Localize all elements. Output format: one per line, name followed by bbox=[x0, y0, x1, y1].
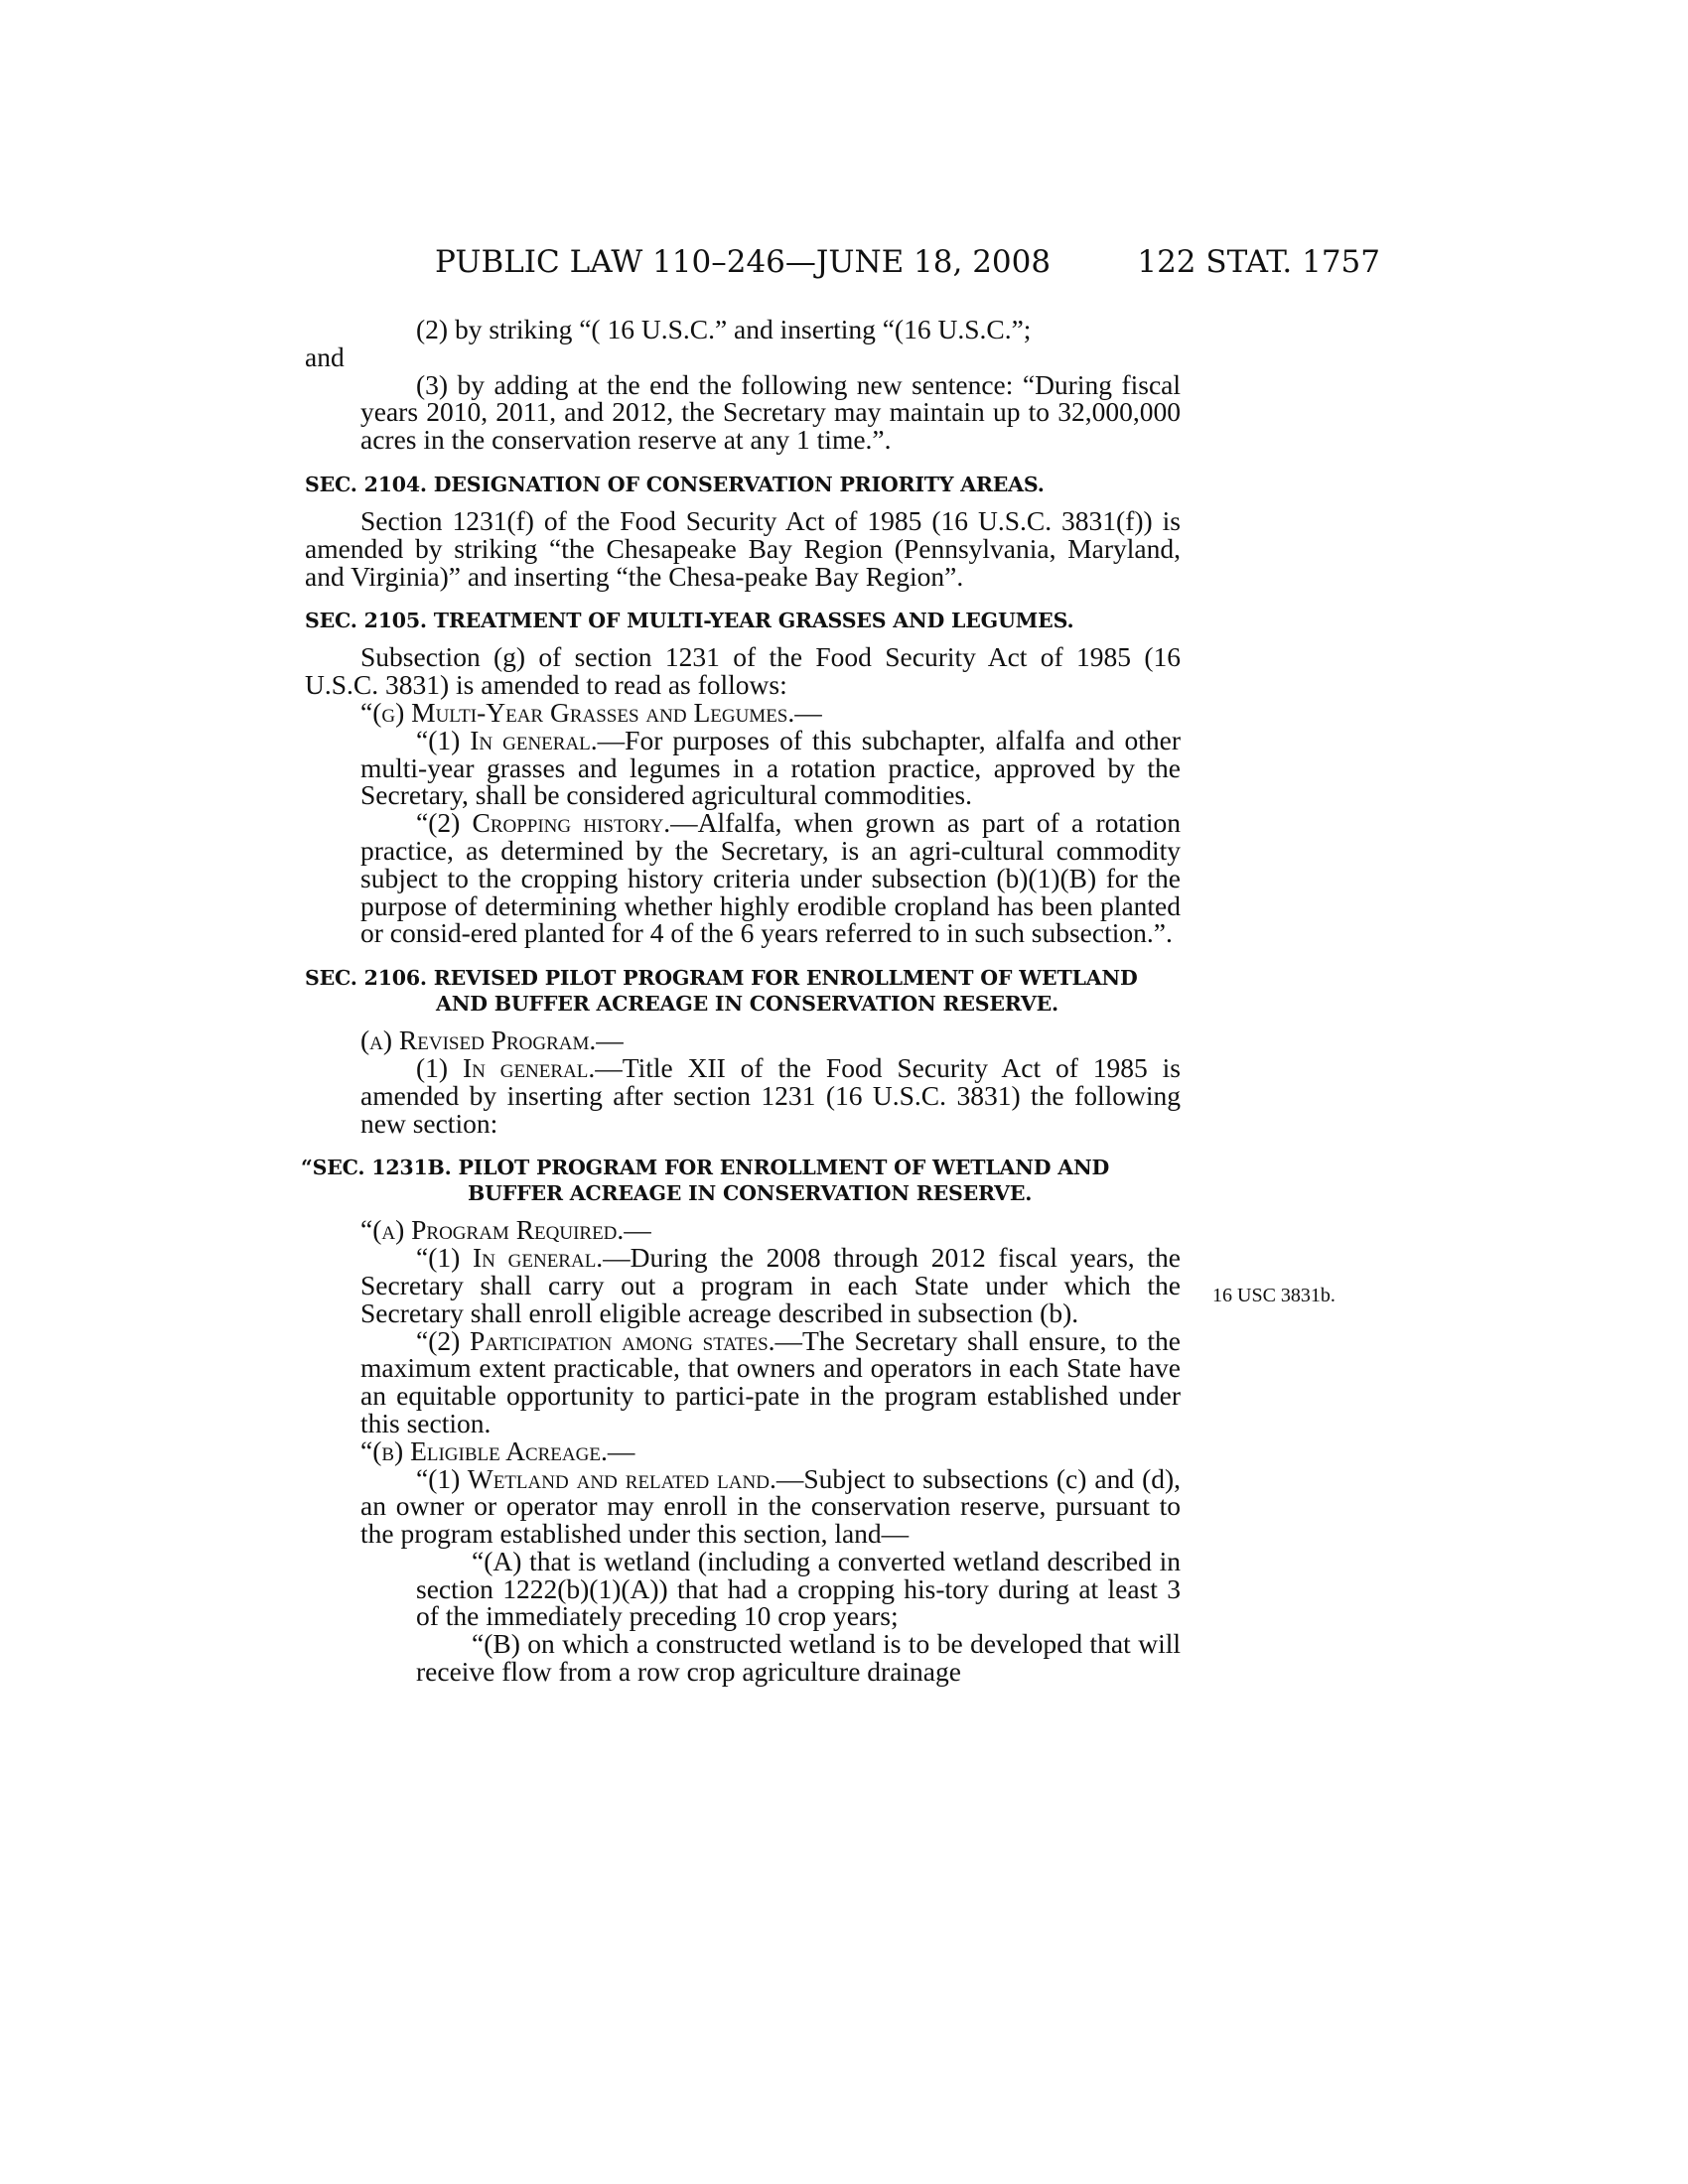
eligible-acreage-1-A: “(A) that is wetland (including a converted wetland described in section 1222(b)(1)(A)) that had a cropping his-tory during at least 3 of the immediately preceding 10 crop years; bbox=[416, 1545, 1181, 1632]
subsection-a-1 bbox=[305, 1051, 1181, 1139]
section-2104-text: Section 1231(f) of the Food Security Act of 1985 (16 U.S.C. 3831(f)) is amended by striking “the Chesapeake Bay Region (Pennsylvania, Maryland, and Virginia)” and inserting “the Chesa-peake Bay Region”. bbox=[305, 504, 1181, 592]
eligible-acreage-1 bbox=[305, 1462, 1182, 1550]
eligible-acreage-heading: “(b) Eligible Acreage.— bbox=[360, 1434, 635, 1466]
subsection-g-1 bbox=[305, 724, 1181, 811]
subsection-a-1-text: —Title XII of the Food Security Act of 1985 is amended by inserting after section 1231 (16 U.S.C. 3831) the following new section: bbox=[360, 1051, 1181, 1139]
section-2106-heading: SEC. 2106. REVISED PILOT PROGRAM FOR ENROLLMENT OF WETLAND AND BUFFER ACREAGE IN CONSERVATION RESERVE. bbox=[305, 966, 1138, 1017]
eligible-acreage-1-B: “(B) on which a constructed wetland is to be developed that will receive flow from a row crop agriculture drainage bbox=[416, 1628, 1181, 1688]
program-required-1-heading: “(1) In general. bbox=[416, 1242, 604, 1274]
subsection-g-2-text: —Alfalfa, when grown as part of a rotation practice, as determined by the Secretary, is an agri-cultural commodity subject to the cropping history criteria under subsection (b)(1)(B) for the purpose of determining whether highly erodible cropland has been planted or consid-ered planted for 4 of the 6 years referred to in such subsection.”. bbox=[360, 807, 1181, 949]
paragraph-2: (2) by striking “( 16 U.S.C.” and inserting “(16 U.S.C.”; bbox=[416, 314, 1032, 344]
subsection-g-1-text: —For purposes of this subchapter, alfalfa and other multi-year grasses and legumes in a rotation practice, approved by the Secretary, shall be considered agricultural commodities. bbox=[360, 724, 1181, 811]
eligible-acreage-1-heading: “(1) Wetland and related land. bbox=[416, 1462, 776, 1494]
subsection-a-1-heading: (1) In general. bbox=[416, 1051, 596, 1083]
page-number: 122 STAT. 1757 bbox=[1137, 244, 1380, 280]
paragraph-3: (3) by adding at the end the following new sentence: “During fiscal years 2010, 2011, and 2012, the Secretary may maintain up to 32,000,000 acres in the conservation reserve at any 1 time.”. bbox=[360, 368, 1181, 456]
margin-citation: 16 USC 3831b. bbox=[1212, 1285, 1336, 1306]
subsection-a-heading: (a) Revised Program.— bbox=[360, 1024, 624, 1056]
program-required-2-text: —The Secretary shall ensure, to the maximum extent practicable, that owners and operators in each State have an equitable opportunity to partici-pate in the program established under this section. bbox=[360, 1324, 1181, 1438]
section-1231b-heading: “SEC. 1231B. PILOT PROGRAM FOR ENROLLMENT OF WETLAND AND BUFFER ACREAGE IN CONSERVATION RESERVE. bbox=[301, 1156, 1110, 1206]
program-required-heading: “(a) Program Required.— bbox=[360, 1214, 651, 1246]
document-body bbox=[301, 314, 1182, 1688]
subsection-g-1-heading: “(1) In general. bbox=[416, 724, 598, 755]
program-required-1 bbox=[305, 1244, 1181, 1326]
subsection-g-2-heading: “(2) Cropping history. bbox=[416, 807, 671, 839]
subsection-g-2 bbox=[305, 809, 1181, 947]
section-2104-heading: SEC. 2104. DESIGNATION OF CONSERVATION PRIORITY AREAS. bbox=[305, 472, 1045, 496]
program-required-2 bbox=[305, 1324, 1181, 1438]
paragraph-2-continuation: and bbox=[305, 341, 345, 372]
eligible-acreage-1-text: —Subject to subsections (c) and (d), an owner or operator may enroll in the conservation reserve, pursuant to the program established under this section, land— bbox=[360, 1462, 1182, 1550]
subsection-g-heading: “(g) Multi-Year Grasses and Legumes.— bbox=[360, 696, 822, 728]
running-header-title: PUBLIC LAW 110–246—JUNE 18, 2008 bbox=[435, 244, 1052, 280]
section-2105-intro: Subsection (g) of section 1231 of the Food Security Act of 1985 (16 U.S.C. 3831) is amended to read as follows: bbox=[305, 641, 1181, 701]
program-required-1-text: —During the 2008 through 2012 fiscal years, the Secretary shall carry out a program in each State under which the Secretary shall enroll eligible acreage described in subsection (b). bbox=[360, 1242, 1181, 1328]
program-required-2-heading: “(2) Participation among states. bbox=[416, 1324, 775, 1356]
section-2105-heading: SEC. 2105. TREATMENT OF MULTI-YEAR GRASSES AND LEGUMES. bbox=[305, 609, 1074, 633]
